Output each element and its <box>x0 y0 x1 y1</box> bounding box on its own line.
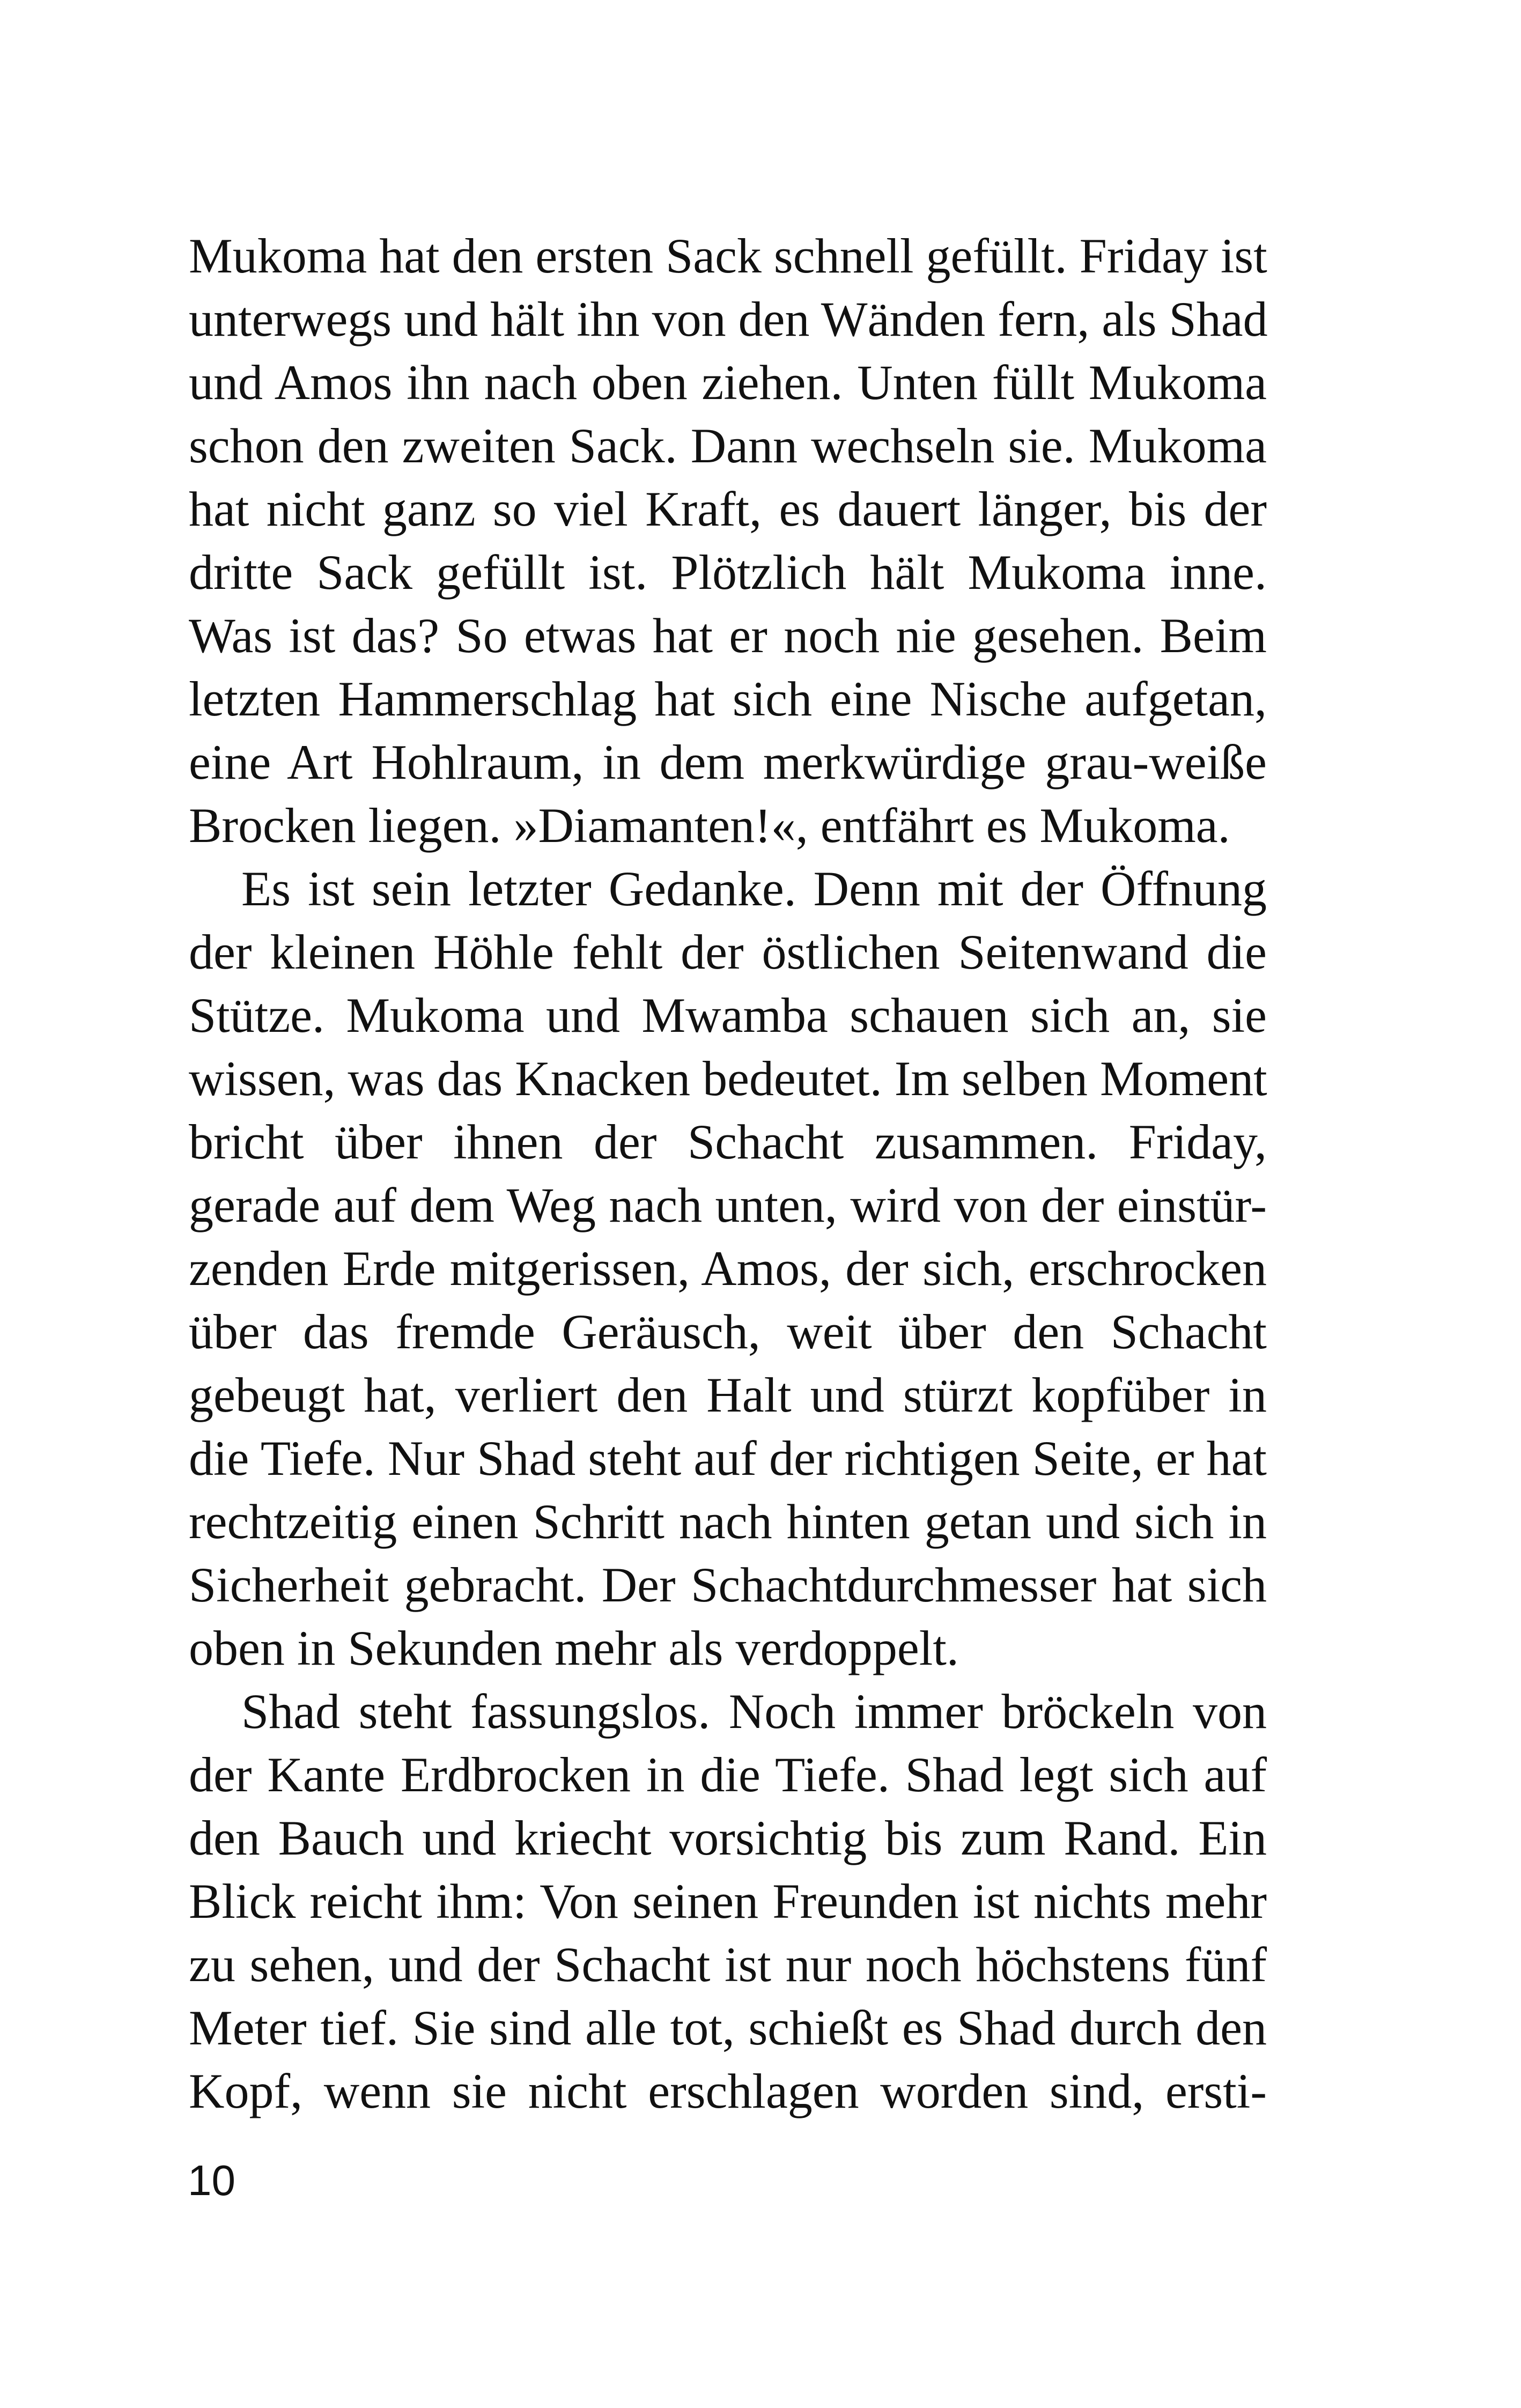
text-line: gebeugt hat, verliert den Halt und stürzt kopfüber in <box>189 1368 1267 1422</box>
text-line: unterwegs und hält ihn von den Wänden fern, als Shad <box>189 292 1268 346</box>
text-line: Es ist sein letzter Gedanke. Denn mit der Öffnung <box>241 861 1267 916</box>
text-line: rechtzeitig einen Schritt nach hinten getan und sich in <box>189 1494 1267 1549</box>
text-line: schon den zweiten Sack. Dann wechseln sie. Mukoma <box>189 418 1267 473</box>
text-line: über das fremde Geräusch, weit über den Schacht <box>189 1304 1267 1359</box>
text-line: gerade auf dem Weg nach unten, wird von der einstür- <box>189 1178 1267 1232</box>
text-line: Blick reicht ihm: Von seinen Freunden ist nichts mehr <box>189 1874 1267 1929</box>
text-line: letzten Hammerschlag hat sich eine Nische aufgetan, <box>189 671 1267 726</box>
text-line: und Amos ihn nach oben ziehen. Unten füllt Mukoma <box>189 355 1267 410</box>
text-line: zu sehen, und der Schacht ist nur noch höchstens fünf <box>189 1937 1267 1992</box>
text-line: der Kante Erdbrocken in die Tiefe. Shad legt sich auf <box>189 1747 1267 1802</box>
text-line: den Bauch und kriecht vorsichtig bis zum Rand. Ein <box>189 1811 1267 1865</box>
text-line: hat nicht ganz so viel Kraft, es dauert länger, bis der <box>189 482 1267 536</box>
paragraph-1 <box>189 224 1267 857</box>
text-line: wissen, was das Knacken bedeutet. Im selben Moment <box>189 1051 1267 1106</box>
paragraph-3 <box>189 1680 1267 2123</box>
text-line: Stütze. Mukoma und Mwamba schauen sich an, sie <box>189 988 1267 1043</box>
paragraph-2 <box>189 857 1267 1680</box>
text-line: Was ist das? So etwas hat er noch nie gesehen. Beim <box>189 608 1267 663</box>
text-line: der kleinen Höhle fehlt der östlichen Seitenwand die <box>189 925 1267 979</box>
text-line: eine Art Hohlraum, in dem merkwürdige grau-weiße <box>189 735 1267 789</box>
page-number: 10 <box>188 2156 235 2204</box>
text-line: oben in Sekunden mehr als verdoppelt. <box>189 1621 959 1675</box>
text-line: Kopf, wenn sie nicht erschlagen worden sind, ersti- <box>189 2064 1267 2118</box>
text-line: bricht über ihnen der Schacht zusammen. Friday, <box>189 1114 1267 1169</box>
text-line: Sicherheit gebracht. Der Schachtdurchmesser hat sich <box>189 1557 1267 1612</box>
text-line: zenden Erde mitgerissen, Amos, der sich, erschrocken <box>189 1241 1267 1296</box>
text-line: Brocken liegen. »Diamanten!«, entfährt es Mukoma. <box>189 798 1230 853</box>
text-line: Shad steht fassungslos. Noch immer bröckeln von <box>241 1684 1267 1739</box>
text-line: dritte Sack gefüllt ist. Plötzlich hält Mukoma inne. <box>189 545 1267 600</box>
text-line: Meter tief. Sie sind alle tot, schießt es Shad durch den <box>189 2000 1267 2055</box>
text-line: Mukoma hat den ersten Sack schnell gefüllt. Friday ist <box>189 228 1267 283</box>
text-line: die Tiefe. Nur Shad steht auf der richtigen Seite, er hat <box>189 1431 1267 1486</box>
body-text <box>189 224 1267 2123</box>
